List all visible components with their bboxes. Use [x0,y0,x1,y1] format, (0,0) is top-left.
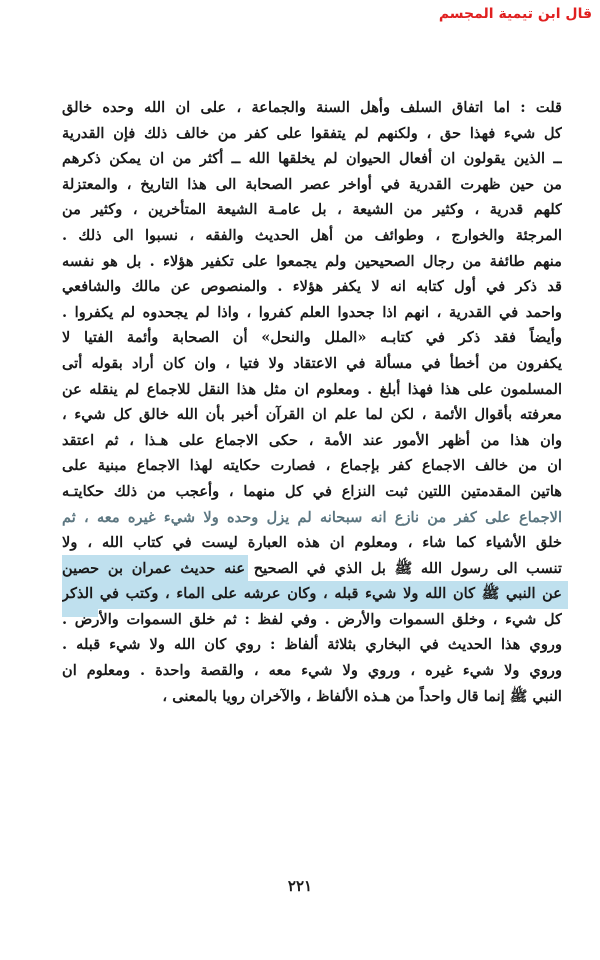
text-line-13: معرفته بأقوال الأئمة ، لكن لما علم ان القرآن أخبر بأن الله خالق كل شيء ، [62,406,562,424]
text-line-12: المسلمون على هذا فهذا أبلغ . ومعلوم ان مثل هذا النقل للاجماع لم ينقله عن [62,380,562,398]
text-line-16: هاتين المقدمتين اللتين ثبت النزاع في كل منهما ، وأعجب من ذلك حكايتـه [62,482,562,500]
text-line-4: من حين ظهرت القدرية في أواخر عصر الصحابة الى هذا التاريخ ، والمعتزلة [62,175,562,193]
text-line-8: قد ذكر في أول كتابه انه لا يكفر هؤلاء . والمنصوص عن مالك والشافعي [62,278,562,296]
page-number: ٢٢١ [287,877,313,895]
text-line-15: ان من خالف الاجماع كفر بإجماع ، فصارت حكايته لهذا الاجماع مبنية على [62,457,562,475]
text-line-11: يكفرون من أخطأ في مسألة في الاعتقاد ولا فتيا ، وان كان أراد بقوله أتى [62,354,562,372]
text-line-9: واحمد في القدرية ، انهم اذا جحدوا العلم كفروا ، واذا لم يجحدوه لم يكفروا . [62,303,562,321]
text-line-7: منهم طائفة من رجال الصحيحين ولم يجمعوا على تكفير هؤلاء . بل هو نفسه [62,252,562,270]
text-line-5: كلهم قدرية ، وكثير من الشيعة ، بل عامـة الشيعة المتأخرين ، وكثير من [62,201,562,219]
text-line-1: قلت : اما اتفاق السلف وأهل السنة والجماعة ، على ان الله وحده خالق [62,99,562,116]
text-line-14: وان هذا من أظهر الأمور عند الأمة ، حكى الاجماع على هـذا ، ثم اعتقد [62,431,562,449]
text-line-20: عن النبي ﷺ كان الله ولا شيء قبله ، وكان عرشه على الماء ، وكتب في الذكر [62,585,562,603]
text-line-21: كل شيء ، وخلق السموات والأرض . وفي لفظ : ثم خلق السموات والأرض . [62,610,562,628]
text-line-22: وروي هذا الحديث في البخاري بثلاثة ألفاظ : روي كان الله ولا شيء قبله . [62,636,562,654]
text-line-6: المرجئة والخوارج ، وطوائف من أهل الحديث والفقه ، نسبوا الى ذلك . [62,226,562,244]
text-line-18: خلق الأشياء كما شاء ، ومعلوم ان هذه العبارة ليست في كتاب الله ، ولا [62,534,562,552]
text-line-17-highlighted: الاجماع على كفر من نازع انه سبحانه لم يزل وحده ولا شيء غيره معه ، ثم [62,508,562,526]
page-body [62,95,562,709]
caption-label: قال ابن تيمية المجسم [438,6,592,22]
text-line-23: وروي ولا شيء غيره ، وروي ولا شيء معه ، والقصة واحدة . ومعلوم ان [62,662,562,680]
text-line-24: النبي ﷺ إنما قال واحداً من هـذه الألفاظ ، والآخران رويا بالمعنى ، [162,687,562,705]
text-line-2: كل شيء فهذا حق ، ولكنهم لم يتفقوا على كفر من خالف ذلك فإن القدرية [62,124,562,142]
text-line-3: ــ الذين يقولون ان أفعال الحيوان لم يخلقها الله ــ أكثر من ان يمكن ذكرهم [62,150,562,168]
text-line-10: وأيضاً فقد ذكر في كتابـه «الملل والنحل» أن الصحابة وأئمة الفتيا لا [62,329,562,347]
text-line-19: تنسب الى رسول الله ﷺ بل الذي في الصحيح عنه حديث عمران بن حصين [62,559,562,577]
